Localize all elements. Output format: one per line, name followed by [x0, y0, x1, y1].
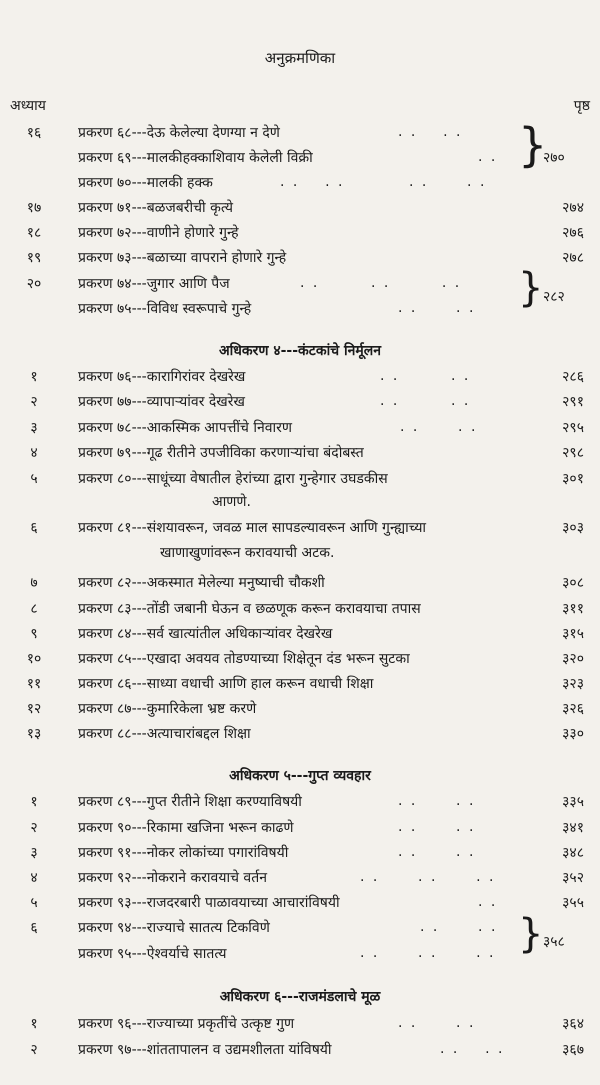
toc-row — [0, 392, 600, 416]
chapter-number: १ — [30, 794, 38, 810]
leader-dots: . . . . — [398, 819, 476, 835]
toc-row — [0, 248, 600, 272]
toc-row — [0, 624, 600, 648]
page-title: अनुक्रमणिका — [264, 49, 336, 67]
toc-row — [0, 573, 600, 597]
leader-dots: . . . . — [380, 368, 471, 384]
chapter-number: ६ — [30, 520, 38, 536]
entry-text: प्रकरण ८४---सर्व खात्यांतील अधिकाऱ्यांवर देखरेख — [78, 626, 333, 642]
entry-text: प्रकरण ७४---जुगार आणि पैज — [78, 276, 230, 292]
entry-text: प्रकरण ८८---अत्याचारांबद्दल शिक्षा — [78, 726, 251, 742]
leader-dots: . . . . — [398, 1015, 476, 1031]
toc-row — [0, 868, 600, 892]
leader-dots: . . . . — [400, 419, 478, 435]
section-heading: अधिकरण ५---गुप्त व्यवहार — [229, 768, 371, 784]
grouping-brace: } — [518, 265, 544, 311]
chapter-number: ४ — [30, 445, 38, 461]
chapter-number: ५ — [30, 895, 38, 911]
leader-dots: . . . . — [420, 919, 498, 935]
chapter-number: ५ — [30, 471, 38, 487]
section-heading: अधिकरण ६---राजमंडलाचे मूळ — [219, 989, 381, 1005]
toc-row — [0, 518, 600, 542]
toc-row — [0, 724, 600, 748]
chapter-number: १० — [26, 651, 42, 667]
page-number: ३२३ — [562, 676, 584, 692]
page-number: २८६ — [562, 369, 584, 385]
entry-continuation: आणणे. — [212, 494, 252, 510]
page-number: २७४ — [562, 200, 584, 216]
page-number: २९५ — [562, 420, 584, 436]
toc-row — [0, 148, 600, 172]
leader-dots: . . . . . . — [300, 275, 462, 291]
chapter-number: ३ — [30, 845, 38, 861]
page-column-header: पृष्ठ — [573, 98, 590, 114]
chapter-number: २ — [30, 1042, 38, 1058]
entry-text: प्रकरण ९३---राजदरबारी पाळावयाच्या आचारांविषयी — [78, 895, 340, 911]
toc-row — [0, 918, 600, 942]
chapter-number: १८ — [26, 225, 42, 241]
leader-dots: . . . . — [380, 393, 471, 409]
entry-text: प्रकरण ७२---वाणीने होणारे गुन्हे — [78, 225, 239, 241]
page-number: ३११ — [562, 601, 584, 617]
leader-dots: . . . . — [398, 793, 476, 809]
entry-text: प्रकरण ९४---राज्याचे सातत्य टिकविणे — [78, 920, 270, 936]
entry-text: प्रकरण ७८---आकस्मिक आपत्तींचे निवारण — [78, 420, 292, 436]
entry-text: प्रकरण ७७---व्यापाऱ्यांवर देखरेख — [78, 394, 245, 410]
entry-text: प्रकरण ६९---मालकीहक्काशिवाय केलेली विक्री — [78, 150, 313, 166]
page-number: २९१ — [562, 394, 584, 410]
page-number: ३२० — [562, 651, 584, 667]
entry-text: प्रकरण ८१---संशयावरून, जवळ माल सापडल्यावरून आणि गुन्ह्याच्या — [78, 520, 427, 536]
leader-dots: . . — [478, 149, 498, 165]
entry-text: प्रकरण ७०---मालकी हक्क — [78, 175, 213, 191]
entry-text: प्रकरण ७६---कारागिरांवर देखरेख — [78, 369, 246, 385]
entry-text: प्रकरण ८२---अकस्मात मेलेल्या मनुष्याची चौकशी — [78, 575, 325, 591]
toc-row — [0, 299, 600, 323]
group-page-number: ३५८ — [543, 934, 565, 950]
chapter-column-header: अध्याय — [10, 98, 46, 114]
toc-row — [0, 469, 600, 493]
entry-text: प्रकरण ९१---नोकर लोकांच्या पगारांविषयी — [78, 845, 289, 861]
leader-dots: . . — [478, 894, 498, 910]
chapter-number: १३ — [26, 726, 42, 742]
page-number: ३५२ — [562, 870, 584, 886]
page-number: ३६४ — [562, 1016, 584, 1032]
chapter-number: ४ — [30, 870, 38, 886]
grouping-brace: } — [518, 911, 544, 957]
page-number: २७८ — [562, 250, 584, 266]
entry-text: प्रकरण ९७---शांततापालन व उद्यमशीलता यांविषयी — [78, 1042, 332, 1058]
chapter-number: ७ — [30, 575, 38, 591]
leader-dots: . . . . — [398, 300, 476, 316]
chapter-number: २ — [30, 394, 38, 410]
chapter-number: २ — [30, 820, 38, 836]
chapter-number: १६ — [26, 125, 42, 141]
page-number: ३४८ — [562, 845, 584, 861]
page-number: २७६ — [562, 225, 584, 241]
toc-row — [0, 792, 600, 816]
page-number: ३०१ — [562, 471, 584, 487]
toc-row — [0, 223, 600, 247]
entry-text: प्रकरण ८०---साधूंच्या वेषातील हेरांच्या द्वारा गुन्हेगार उघडकीस — [78, 471, 388, 487]
entry-text: प्रकरण ७३---बळाच्या वापराने होणारे गुन्हे — [78, 250, 287, 266]
entry-text: प्रकरण ९६---राज्याच्या प्रकृतींचे उत्कृष्ट गुण — [78, 1016, 295, 1032]
toc-row — [0, 649, 600, 673]
chapter-number: ९ — [30, 626, 38, 642]
toc-row — [0, 1014, 600, 1038]
toc-row — [0, 123, 600, 147]
grouping-brace: } — [518, 118, 548, 172]
group-page-number: २७० — [543, 150, 565, 166]
chapter-number: ११ — [26, 676, 42, 692]
entry-text: प्रकरण ६८---देऊ केलेल्या देणग्या न देणे — [78, 125, 280, 141]
group-page-number: २८२ — [543, 289, 565, 305]
toc-row — [0, 418, 600, 442]
entry-text: प्रकरण ९०---रिकामा खजिना भरून काढणे — [78, 820, 294, 836]
page-number: ३२६ — [562, 701, 584, 717]
entry-text: प्रकरण ७५---विविध स्वरूपाचे गुन्हे — [78, 301, 252, 317]
entry-text: प्रकरण ८६---साध्या वधाची आणि हाल करून वधाची शिक्षा — [78, 676, 374, 692]
entry-text: प्रकरण ७१---बळजबरीची कृत्ये — [78, 200, 233, 216]
leader-dots: . . . . . . . . — [280, 174, 487, 190]
entry-text: प्रकरण ८७---कुमारिकेला भ्रष्ट करणे — [78, 701, 257, 717]
toc-row — [0, 599, 600, 623]
page-number: ३३५ — [562, 794, 584, 810]
toc-row — [0, 1040, 600, 1064]
toc-row — [0, 198, 600, 222]
entry-text: प्रकरण ८३---तोंडी जबानी घेऊन व छळणूक करून करावयाचा तपास — [78, 601, 421, 617]
page-number: ३४१ — [562, 820, 584, 836]
toc-row — [0, 818, 600, 842]
entry-text: प्रकरण ९२---नोकराने करावयाचे वर्तन — [78, 870, 267, 886]
entry-text: प्रकरण ८५---एखादा अवयव तोडण्याच्या शिक्षेतून दंड भरून सुटका — [78, 651, 410, 667]
chapter-number: १७ — [26, 200, 42, 216]
toc-row — [0, 699, 600, 723]
toc-row — [0, 893, 600, 917]
leader-dots: . . . . — [440, 1041, 505, 1057]
chapter-number: ६ — [30, 920, 38, 936]
chapter-number: ८ — [30, 601, 38, 617]
toc-row — [0, 674, 600, 698]
page-number: ३५५ — [562, 895, 584, 911]
chapter-number: १२ — [26, 701, 42, 717]
page-number: ३३० — [562, 726, 584, 742]
page-number: ३०३ — [562, 520, 584, 536]
page-number: ३६७ — [562, 1042, 584, 1058]
toc-row — [0, 443, 600, 467]
chapter-number: १ — [30, 369, 38, 385]
leader-dots: . . . . . . — [360, 945, 496, 961]
entry-text: प्रकरण ७९---गूढ रीतीने उपजीविका करणाऱ्यांचा बंदोबस्त — [78, 445, 364, 461]
chapter-number: ३ — [30, 420, 38, 436]
page-number: २९८ — [562, 445, 584, 461]
section-heading: अधिकरण ४---कंटकांचे निर्मूलन — [218, 343, 382, 359]
chapter-number: २० — [26, 276, 42, 292]
leader-dots: . . . . . . — [360, 869, 496, 885]
entry-continuation: खाणाखुणांवरून करावयाची अटक. — [160, 545, 335, 561]
chapter-number: १ — [30, 1016, 38, 1032]
toc-row — [0, 367, 600, 391]
page-number: ३१५ — [562, 626, 584, 642]
toc-row — [0, 944, 600, 968]
leader-dots: . . . . — [398, 124, 463, 140]
entry-text: प्रकरण ८९---गुप्त रीतीने शिक्षा करण्याविषयी — [78, 794, 302, 810]
page-number: ३०८ — [562, 575, 584, 591]
leader-dots: . . . . — [398, 844, 476, 860]
entry-text: प्रकरण ९५---ऐश्वर्याचे सातत्य — [78, 946, 227, 962]
toc-row — [0, 843, 600, 867]
chapter-number: १९ — [26, 250, 42, 266]
